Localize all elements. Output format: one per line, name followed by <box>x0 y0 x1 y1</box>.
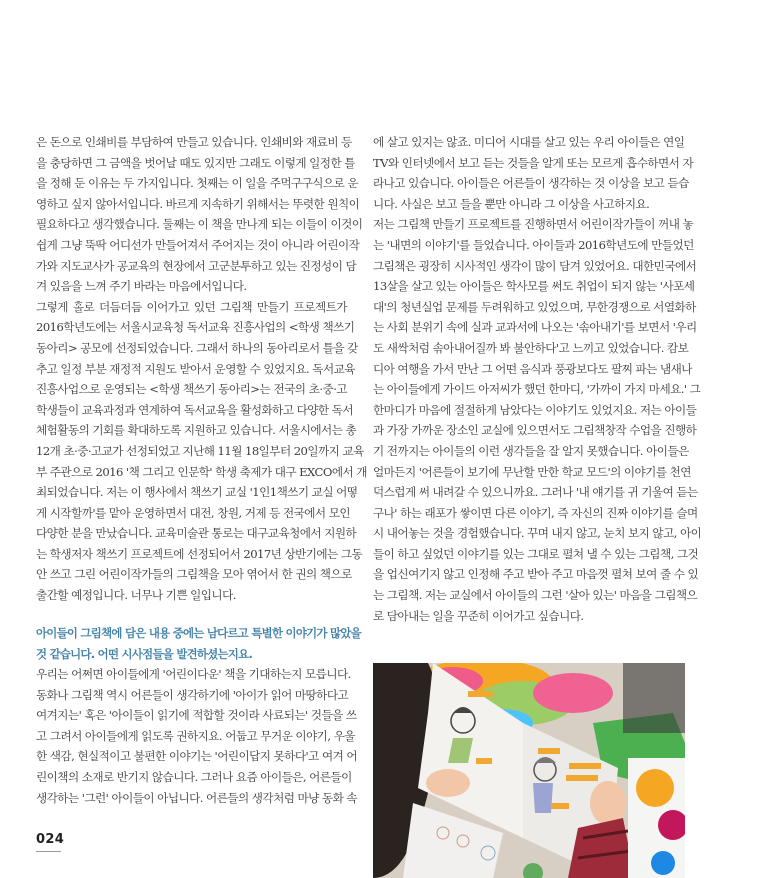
answer-line: 고 그려서 아이들에게 읽도록 권하지요. 어둡고 무거운 이야기, 우울 <box>36 728 355 743</box>
body-line: 을 충당하면 그 금액을 벗어날 때도 있지만 그래도 이렇게 일정한 틀 <box>36 155 355 170</box>
page-number: 024 <box>36 832 65 847</box>
interview-answer <box>36 664 358 808</box>
body-line: 저는 그림책 만들기 프로젝트를 진행하면서 어린이작가들이 꺼내 놓 <box>373 217 694 232</box>
body-line: 영하고 싶지 않아서입니다. 바르게 지속하기 위해서는 뚜렷한 원칙이 <box>36 196 360 211</box>
body-line: 동아리> 공모에 선정되었습니다. 그래서 하나의 동아리로서 틀을 갖 <box>36 340 358 355</box>
body-line: 쉽게 그냥 뚝딱 어디선가 만들어져서 주어지는 것이 아니라 어린이작 <box>36 237 360 252</box>
body-line: 체험활동의 기회를 확대하도록 지원하고 있습니다. 서울시에서는 총 <box>36 423 357 438</box>
body-line: 는 사회 분위기 속에 실과 교과서에 나오는 '솎아내기'를 보면서 '우리 <box>373 320 697 335</box>
body-line: 다양한 분을 만났습니다. 교육미술관 통로는 대구교육청에서 지원하 <box>36 526 357 541</box>
left-column-body <box>36 132 367 606</box>
body-line: 한마디가 마음에 절절하게 남았다는 이야기도 있었지요. 저는 아이들 <box>373 402 697 417</box>
body-line: 는 그림책. 저는 교실에서 아이들의 그런 '살아 있는' 마음을 그림책으 <box>373 588 698 603</box>
body-line: 13살을 살고 있는 아이들은 학사모를 써도 취업이 되지 않는 '사포세 <box>373 279 695 294</box>
answer-line: 여겨지는' 혹은 '아이들이 읽기에 적합할 것이라 사료되는' 것들을 쓰 <box>36 708 357 723</box>
body-line: 은 돈으로 인쇄비를 부담하여 만들고 있습니다. 인쇄비와 재료비 등 <box>36 135 352 149</box>
body-line: 는 '내면의 이야기'를 들었습니다. 아이들과 2016학년도에 만들었던 <box>373 237 694 252</box>
body-line: 도 새싹처럼 솎아내어질까 봐 불안하다'고 느끼고 있었습니다. 캄보 <box>373 340 689 355</box>
body-line: 덕스럽게 써 내려갈 수 있으니까요. 그러나 '내 얘기를 귀 기울여 듣는 <box>373 485 698 500</box>
body-line: 을 정해 둔 이유는 두 가지입니다. 첫째는 이 일을 주먹구구식으로 운 <box>36 176 359 191</box>
body-line: 진흥사업으로 운영되는 <학생 책쓰기 동아리>는 전국의 초·중·고 <box>36 382 347 397</box>
body-line: 로 담아내는 일을 꾸준히 이어가고 싶습니다. <box>373 608 584 623</box>
body-line: 들이 하고 싶었던 이야기를 있는 그대로 펼쳐 낼 수 있는 그림책, 그것 <box>373 546 699 561</box>
right-column-body <box>373 132 702 626</box>
body-line: 시 내어놓는 것을 경험했습니다. 꾸며 내지 않고, 눈치 보지 않고, 아이 <box>373 526 702 541</box>
body-line: 대'의 청년실업 문제를 두려워하고 있었으며, 무한경쟁으로 서열화하 <box>373 299 696 314</box>
photo-illustration-icon <box>373 663 685 878</box>
page-number-underline <box>36 851 61 852</box>
body-line: TV와 인터넷에서 보고 듣는 것들을 알게 또는 모르게 흡수하면서 자 <box>373 155 694 170</box>
body-line: 과 가장 가까운 장소인 교실에 있으면서도 그림책창작 수업을 진행하 <box>373 423 697 438</box>
body-line: 는 학생저자 책쓰기 프로젝트에 선정되어서 2017년 상반기에는 그동 <box>36 546 363 561</box>
body-line: 출간할 예정입니다. 너무나 기쁜 일입니다. <box>36 588 236 603</box>
body-line: 학생들이 교육과정과 연계하여 독서교육을 활성화하고 다양한 독서 <box>36 402 354 417</box>
body-line: 추고 일정 부분 재정적 지원도 받아서 운영할 수 있었지요. 독서교육 <box>36 361 355 376</box>
body-line: 12개 초·중·고교가 선정되었고 지난해 11월 18일부터 20일까지 교육 <box>36 443 364 458</box>
body-line: 을 업신여기지 않고 인정해 주고 받아 주고 마음껏 펼쳐 보여 줄 수 있 <box>373 567 699 582</box>
body-line: 최되었습니다. 저는 이 행사에서 책쓰기 교실 '1인1책쓰기 교실 어떻 <box>36 485 358 500</box>
body-line: 부 주관으로 2016 '책 그리고 인문학' 학생 축제가 대구 EXCO에서 개 <box>36 464 367 479</box>
photo-child-reading-picture-book <box>373 663 685 878</box>
body-line: 디아 여행을 가서 만난 그 어떤 음식과 풍광보다도 팔찌 파는 냄새나 <box>373 361 692 376</box>
body-line: 라나고 있습니다. 아이들은 어른들이 생각하는 것 이상을 보고 듣습 <box>373 176 689 191</box>
body-line: 그림책은 굉장히 시사적인 생각이 많이 담겨 있었어요. 대한민국에서 <box>373 258 697 273</box>
answer-line: 동화나 그림책 역시 어른들이 생각하기에 '아이가 읽어 마땅하다고 <box>36 687 349 702</box>
body-line: 구나' 하는 래포가 쌓이면 다른 이야기, 즉 자신의 진짜 이야기를 슬며 <box>373 505 698 520</box>
interview-question <box>36 623 361 664</box>
body-line: 2016학년도에는 서울시교육청 독서교육 진흥사업의 <학생 책쓰기 <box>36 320 355 335</box>
body-line: 필요하다고 생각했습니다. 둘째는 이 책을 만나게 되는 이들이 이것이 <box>36 217 363 232</box>
body-line: 가와 지도교사가 공교육의 현장에서 고군분투하고 있는 진정성이 담 <box>36 258 357 273</box>
body-line: 기 전까지는 아이들의 이런 생각들을 잘 알지 못했습니다. 아이들은 <box>373 443 689 458</box>
body-line: 그렇게 홀로 더듬더듬 이어가고 있던 그림책 만들기 프로젝트가 <box>36 299 347 314</box>
question-line: 아이들이 그림책에 담은 내용 중에는 남다르고 특별한 이야기가 많았을 <box>36 626 361 640</box>
body-line: 에 살고 있지는 않죠. 미디어 시대를 살고 있는 우리 아이들은 연일 <box>373 135 685 149</box>
answer-line: 린이책의 소재로 반기지 않습니다. 그러나 요즘 아이들은, 어른들이 <box>36 769 352 784</box>
question-line: 것 같습니다. 어떤 시사점들을 발견하셨는지요. <box>36 646 253 661</box>
body-line: 게 시작할까'를 맡아 운영하면서 대전, 창원, 거제 등 전국에서 모인 <box>36 505 351 520</box>
body-line: 안 쓰고 그린 어린이작가들의 그림책을 모아 엮어서 한 권의 책으로 <box>36 567 352 582</box>
body-line: 는 아이들에게 가이드 아저씨가 했던 한마디, '가까이 가지 마세요.' 그 <box>373 382 701 397</box>
body-line: 겨 있음을 느껴 주기 바라는 마음에서입니다. <box>36 279 247 294</box>
body-line: 얼마든지 '어른들이 보기에 무난할 만한 학교 모드'의 이야기를 천연 <box>373 464 691 479</box>
answer-line: 우리는 어쩌면 아이들에게 '어린이다운' 책을 기대하는지 모릅니다. <box>36 667 351 681</box>
answer-line: 생각하는 '그런' 아이들이 아닙니다. 어른들의 생각처럼 마냥 동화 속 <box>36 790 358 805</box>
body-line: 니다. 사실은 보고 들을 뿐만 아니라 그 이상을 사고하지요. <box>373 196 650 211</box>
answer-line: 한 색감, 현실적이고 불편한 이야기는 '어린이답지 못하다'고 여겨 어 <box>36 749 358 764</box>
